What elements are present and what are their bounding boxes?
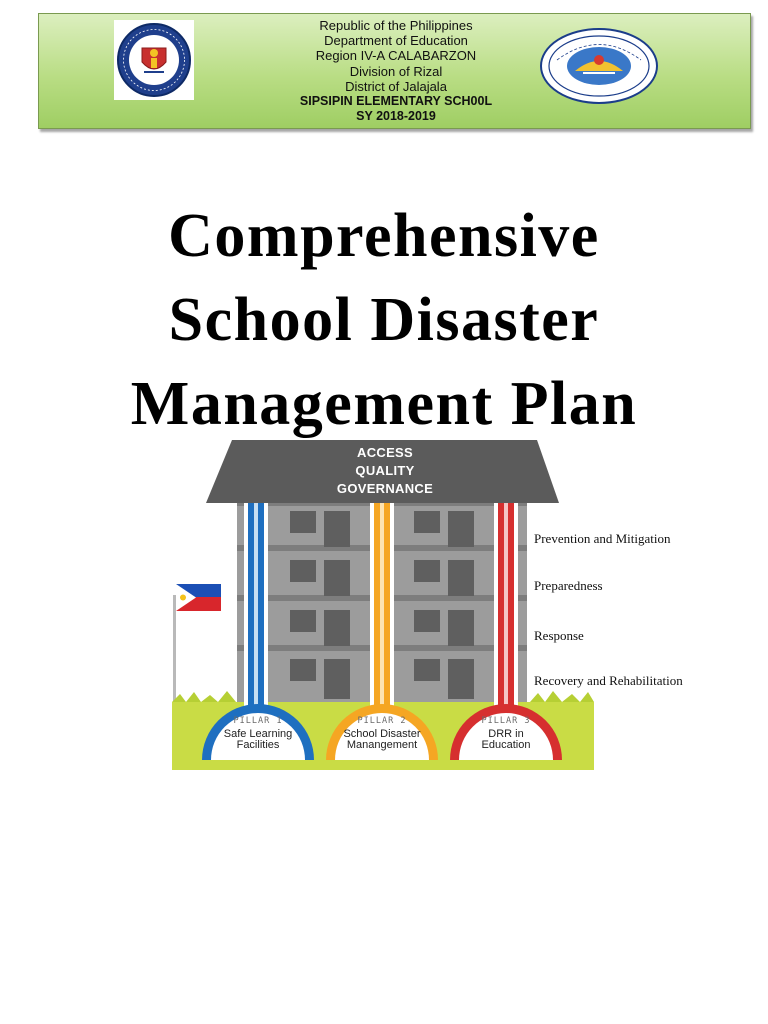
pillar-name-3b: Education	[481, 739, 531, 751]
phase-preparedness: Preparedness	[534, 578, 603, 593]
title-line-1: Comprehensive	[168, 202, 600, 270]
roof-label-access: ACCESS	[357, 445, 413, 460]
deped-seal-icon	[114, 20, 194, 100]
phase-prevention: Prevention and Mitigation	[534, 531, 671, 546]
pillar-name-1a: Safe Learning	[223, 728, 293, 740]
title-line-3: Management Plan	[130, 370, 638, 438]
header-line-region: Region IV-A CALABARZON	[315, 48, 477, 64]
phase-response: Response	[534, 628, 584, 643]
page-title	[0, 194, 768, 446]
roof-label-governance: GOVERNANCE	[336, 481, 434, 496]
pillar-number-1: PILLAR 1	[233, 716, 283, 726]
header-line-republic: Republic of the Philippines	[319, 18, 473, 33]
pillar-label-2	[332, 716, 432, 751]
header-line-district: District of Jalajala	[345, 78, 447, 94]
pillar-number-2: PILLAR 2	[357, 716, 407, 726]
pillar-name-1b: Facilities	[236, 739, 280, 751]
title-line-2: School Disaster	[168, 286, 600, 354]
pillar-name-2a: School Disaster	[343, 728, 421, 740]
pillar-number-3: PILLAR 3	[481, 716, 531, 726]
pillar-name-2b: Manangement	[346, 739, 418, 751]
school-seal-icon	[539, 27, 659, 105]
roof-label-quality: QUALITY	[355, 463, 415, 478]
school-year: SY 2018-2019	[356, 109, 436, 124]
school-name: SIPSIPIN ELEMENTARY SCH00L	[299, 94, 493, 109]
phase-recovery: Recovery and Rehabilitation	[534, 673, 683, 688]
pillar-label-1	[208, 716, 308, 751]
header-line-division: Division of Rizal	[349, 63, 443, 79]
header-banner	[38, 13, 751, 129]
pillar-name-3a: DRR in	[488, 728, 524, 740]
header-text	[239, 18, 553, 124]
pillar-label-3	[456, 716, 556, 751]
header-line-department: Department of Education	[324, 33, 468, 49]
